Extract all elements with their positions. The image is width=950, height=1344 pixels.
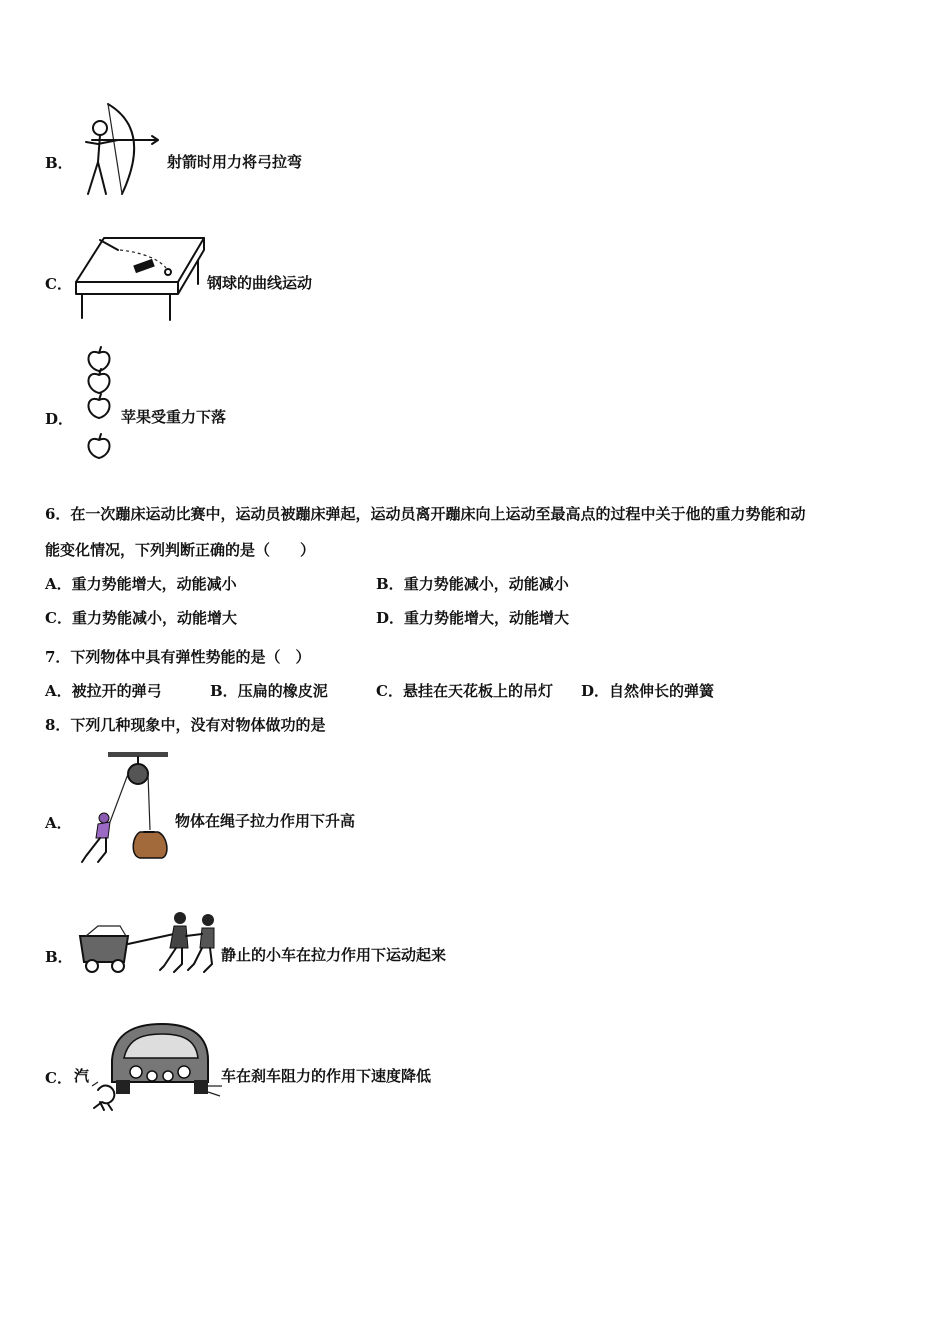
q6-option-b-label: B． — [376, 575, 404, 593]
q6-option-c-label: C． — [45, 609, 72, 627]
q8-option-c-caption-prefix: 汽 — [74, 1067, 90, 1085]
q7-option-d-label: D． — [581, 682, 610, 700]
q7-option-c-text: 悬挂在天花板上的吊灯 — [402, 682, 553, 700]
q7-option-d[interactable] — [581, 681, 714, 701]
q8-option-b-caption: 静止的小车在拉力作用下运动起来 — [221, 946, 447, 964]
q8-stem: 8．下列几种现象中，没有对物体做功的是 — [45, 716, 326, 734]
children-pulling-cart-icon — [76, 908, 222, 978]
q7-option-b[interactable] — [210, 681, 328, 701]
q6-option-a[interactable] — [45, 574, 237, 594]
q6-option-b-text: 重力势能减小，动能减小 — [403, 575, 569, 593]
magnet-steel-ball-table-icon — [74, 232, 208, 324]
q5-option-b-label: B． — [45, 154, 73, 172]
q8-option-b-label: B． — [45, 948, 73, 966]
q5-option-c-caption: 钢球的曲线运动 — [207, 274, 313, 292]
q8-option-c-caption: 车在刹车阻力的作用下速度降低 — [221, 1067, 432, 1085]
q6-option-b[interactable] — [376, 574, 569, 594]
q7-option-a-text: 被拉开的弹弓 — [71, 682, 162, 700]
q5-option-c-label: C． — [45, 275, 72, 293]
car-braking-dog-icon — [90, 1016, 222, 1110]
q5-option-d-label: D． — [45, 410, 74, 428]
q6-stem-line2: 能变化情况，下列判断正确的是（ ） — [45, 541, 316, 559]
q6-option-d[interactable] — [376, 608, 569, 628]
q6-option-a-text: 重力势能增大，动能减小 — [71, 575, 237, 593]
archer-bow-icon — [78, 100, 160, 198]
q8-option-c-label: C． — [45, 1069, 72, 1087]
q8-option-a-caption: 物体在绳子拉力作用下升高 — [175, 812, 356, 830]
q6-option-c-text: 重力势能减小，动能增大 — [71, 609, 237, 627]
q7-option-c[interactable] — [376, 681, 553, 701]
q6-option-d-label: D． — [376, 609, 405, 627]
falling-apples-icon — [82, 345, 116, 465]
q7-option-b-label: B． — [210, 682, 238, 700]
q7-option-d-text: 自然伸长的弹簧 — [609, 682, 715, 700]
q7-option-b-text: 压扁的橡皮泥 — [237, 682, 328, 700]
q7-option-a-label: A． — [45, 682, 72, 700]
q5-option-b-caption: 射箭时用力将弓拉弯 — [167, 153, 303, 171]
q6-option-d-text: 重力势能增大，动能增大 — [404, 609, 570, 627]
q5-option-d-caption: 苹果受重力下落 — [121, 408, 227, 426]
q8-option-a-label: A． — [45, 814, 72, 832]
pulley-lifting-bag-icon — [78, 752, 174, 866]
q7-stem: 7．下列物体中具有弹性势能的是（ ） — [45, 648, 311, 666]
q6-stem-line1: 6．在一次蹦床运动比赛中，运动员被蹦床弹起，运动员离开蹦床向上运动至最高点的过程中关于他的重力势能和动 — [45, 505, 806, 523]
q6-option-a-label: A． — [45, 575, 72, 593]
q7-option-a[interactable] — [45, 681, 162, 701]
q7-option-c-label: C． — [376, 682, 403, 700]
q6-option-c[interactable] — [45, 608, 237, 628]
